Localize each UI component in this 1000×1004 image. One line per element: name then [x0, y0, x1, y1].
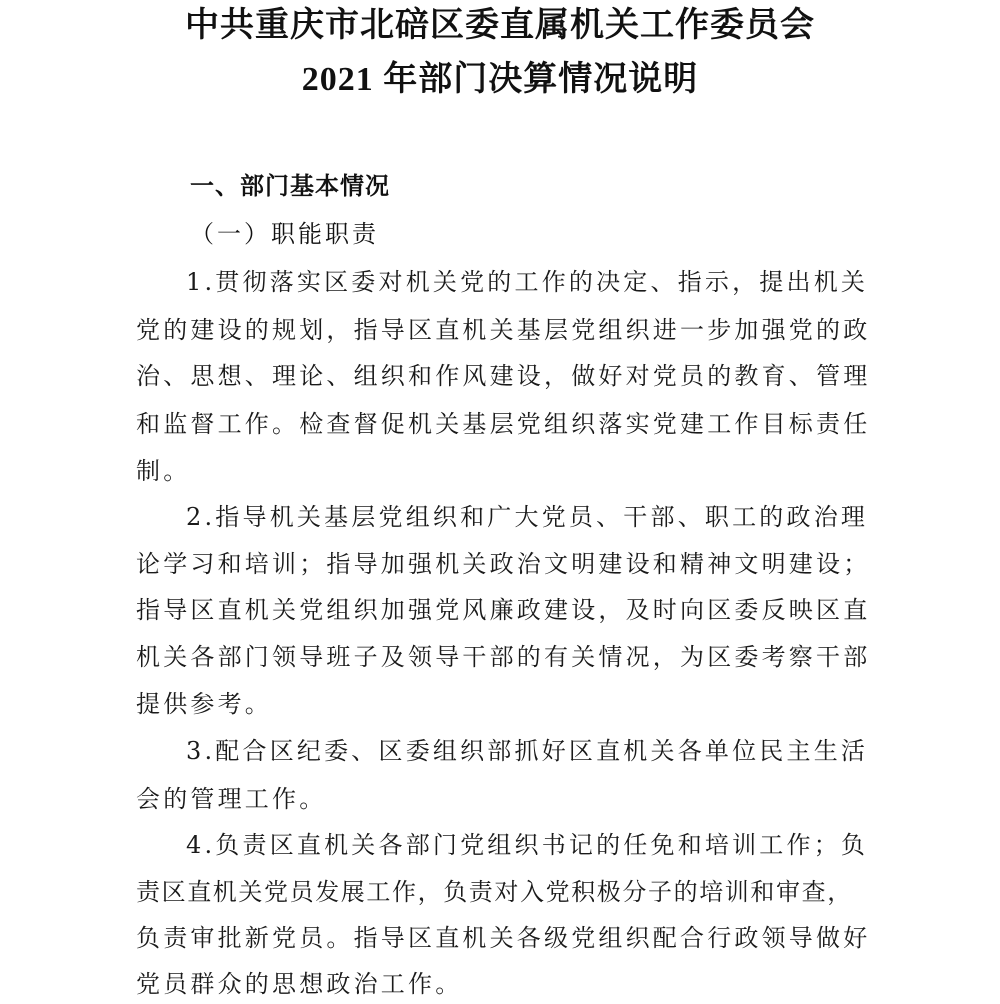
paragraph-line: 3.配合区纪委、区委组织部抓好区直机关各单位民主生活	[186, 737, 869, 765]
paragraph-line: 提供参考。	[136, 690, 272, 718]
paragraph-line: 会的管理工作。	[136, 785, 327, 813]
document-title-line-2: 2021 年部门决算情况说明	[301, 61, 699, 98]
paragraph-line: 党的建设的规划，指导区直机关基层党组织进一步加强党的政	[136, 316, 871, 344]
paragraph-line: 4.负责区直机关各部门党组织书记的任免和培训工作；负	[186, 831, 869, 859]
paragraph-line: 和监督工作。检查督促机关基层党组织落实党建工作目标责任	[136, 410, 871, 438]
paragraph-line: 治、思想、理论、组织和作风建设，做好对党员的教育、管理	[136, 362, 871, 390]
paragraph-line: 机关各部门领导班子及领导干部的有关情况，为区委考察干部	[136, 643, 871, 671]
document-title-line-1: 中共重庆市北碚区委直属机关工作委员会	[185, 7, 815, 44]
paragraph-line: 论学习和培训；指导加强机关政治文明建设和精神文明建设；	[136, 550, 871, 578]
paragraph-line: 1.贯彻落实区委对机关党的工作的决定、指示，提出机关	[186, 268, 869, 296]
subsection-heading: （一）职能职责	[190, 220, 379, 248]
paragraph-line: 党员群众的思想政治工作。	[136, 970, 463, 998]
paragraph-line: 指导区直机关党组织加强党风廉政建设，及时向区委反映区直	[136, 596, 871, 624]
section-heading: 一、部门基本情况	[190, 172, 390, 200]
paragraph-line: 责区直机关党员发展工作，负责对入党积极分子的培训和审查，	[136, 878, 853, 906]
paragraph-line: 制。	[136, 457, 191, 485]
paragraph-line: 2.指导机关基层党组织和广大党员、干部、职工的政治理	[186, 503, 869, 531]
paragraph-line: 负责审批新党员。指导区直机关各级党组织配合行政领导做好	[136, 924, 871, 952]
